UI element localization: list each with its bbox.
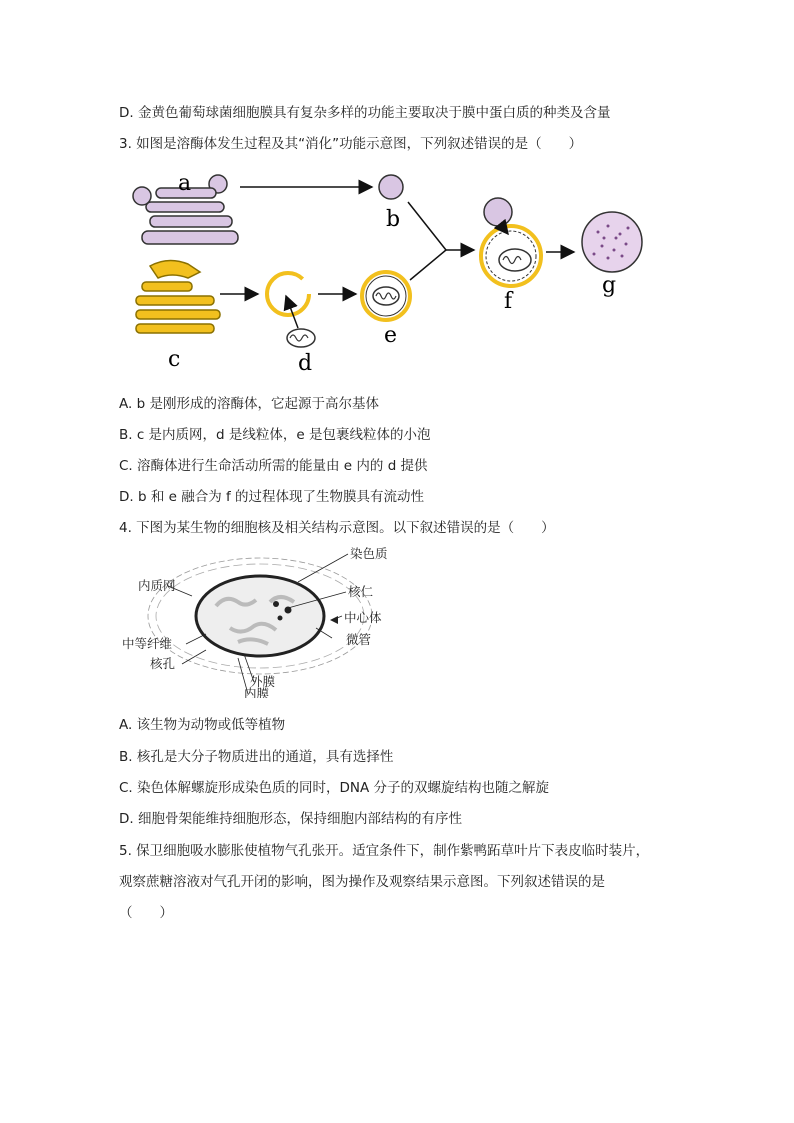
lysosome-f-small (484, 198, 512, 226)
q5-stem-line2: 观察蔗糖溶液对气孔开闭的影响，图为操作及观察结果示意图。下列叙述错误的是 (119, 874, 605, 890)
q4-option-d: D. 细胞骨架能维持细胞形态，保持细胞内部结构的有序性 (119, 811, 462, 827)
label-nuclear-pore: 核孔 (150, 656, 176, 671)
label-b: b (386, 207, 401, 232)
q5-stem-line1: 5. 保卫细胞吸水膨胀使植物气孔张开。适宜条件下，制作紫鸭跖草叶片下表皮临时装片， (119, 843, 650, 859)
label-e: e (384, 323, 398, 348)
label-nucleolus: 核仁 (348, 584, 374, 599)
label-f: f (504, 289, 513, 314)
label-inner-membrane: 内膜 (244, 686, 270, 698)
label-g: g (602, 273, 617, 298)
label-er: 内质网 (138, 578, 176, 593)
q5-stem-line3: （ ） (119, 905, 173, 921)
q2-option-d: D. 金黄色葡萄球菌细胞膜具有复杂多样的功能主要取决于膜中蛋白质的种类及含量 (119, 105, 611, 121)
label-microtubule: 微管 (346, 632, 372, 647)
nucleus-figure (120, 546, 400, 698)
label-a: a (178, 171, 192, 196)
q3-stem: 3. 如图是溶酶体发生过程及其“消化”功能示意图，下列叙述错误的是（ ） (119, 136, 583, 152)
q4-stem: 4. 下图为某生物的细胞核及相关结构示意图。以下叙述错误的是（ ） (119, 520, 555, 536)
label-d: d (298, 351, 313, 376)
q4-option-b: B. 核孔是大分子物质进出的通道，具有选择性 (119, 749, 394, 765)
mitochondrion-d (287, 329, 315, 347)
label-outer-membrane: 外膜 (250, 674, 276, 689)
residual-body-g (582, 212, 642, 272)
label-intermediate-filament: 中等纤维 (122, 636, 173, 651)
label-chromatin: 染色质 (350, 546, 388, 561)
label-centrosome: 中心体 (344, 610, 382, 625)
q3-option-c: C. 溶酶体进行生命活动所需的能量由 e 内的 d 提供 (119, 458, 428, 474)
q3-option-a: A. b 是刚形成的溶酶体，它起源于高尔基体 (119, 396, 379, 412)
isolation-membrane (267, 273, 309, 315)
lysosome-figure (128, 168, 668, 378)
label-c: c (168, 347, 181, 372)
endoplasmic-reticulum (136, 260, 220, 333)
q3-option-d: D. b 和 e 融合为 f 的过程体现了生物膜具有流动性 (119, 489, 425, 505)
lysosome-b (379, 175, 403, 199)
q3-option-b: B. c 是内质网，d 是线粒体，e 是包裹线粒体的小泡 (119, 427, 431, 443)
nucleus (196, 576, 324, 656)
q4-option-a: A. 该生物为动物或低等植物 (119, 717, 286, 733)
q4-option-c: C. 染色体解螺旋形成染色质的同时，DNA 分子的双螺旋结构也随之解旋 (119, 780, 550, 796)
